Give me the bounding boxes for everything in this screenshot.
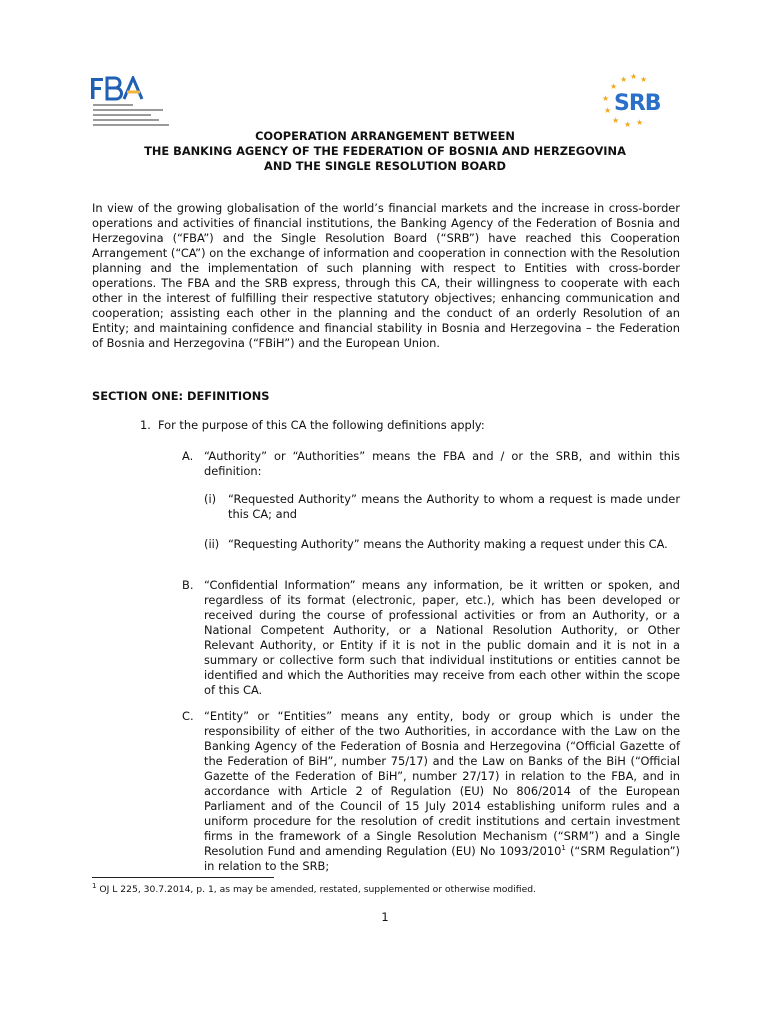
- fba-logo-mark: [90, 76, 150, 102]
- svg-text:★: ★: [624, 120, 632, 128]
- svg-text:★: ★: [610, 82, 618, 91]
- svg-text:★: ★: [636, 118, 644, 127]
- section-heading: SECTION ONE: DEFINITIONS: [92, 389, 270, 403]
- svg-text:★: ★: [602, 94, 610, 103]
- definition-i-label: (i): [204, 492, 217, 506]
- svg-text:★: ★: [640, 75, 648, 84]
- title-line-2: THE BANKING AGENCY OF THE FEDERATION OF BOSNIA AND HERZEGOVINA: [144, 144, 626, 158]
- title-line-3: AND THE SINGLE RESOLUTION BOARD: [264, 159, 506, 173]
- definition-c-text: [204, 709, 680, 874]
- svg-text:★: ★: [612, 116, 620, 125]
- definition-c-text-after: (“SRM Regulation”) in relation to the SRB;: [204, 844, 680, 873]
- footnote-text: OJ L 225, 30.7.2014, p. 1, as may be amended, restated, supplemented or otherwise modified.: [96, 884, 536, 895]
- definition-i-text: “Requested Authority” means the Authority to whom a request is made under this CA; and: [228, 492, 680, 521]
- document-title: [95, 129, 675, 174]
- definition-b-text: “Confidential Information” means any information, be it written or spoken, and regardless of its format (electronic, paper, etc.), which has been developed or received during the course of professional activities or from an Authority, or a National Competent Authority, or a National Resolution Authority, or Other Relevant Authority, or Entity if it is not in the public domain and it is not in a summary or collective form such that individual institutions or entities cannot be identified and which the Authorities may receive from each other within the scope of this CA.: [204, 578, 680, 697]
- definition-a-label: A.: [182, 449, 194, 463]
- item-1-number: 1.: [140, 418, 151, 432]
- definition-b-label: B.: [182, 578, 194, 592]
- footnote: [92, 881, 536, 896]
- definition-a-text: “Authority” or “Authorities” means the FBA and / or the SRB, and within this definition:: [204, 449, 680, 478]
- svg-text:★: ★: [604, 106, 612, 115]
- footnote-divider: [92, 877, 274, 878]
- svg-text:★: ★: [620, 75, 628, 84]
- footnote-number: 1: [92, 881, 97, 890]
- footnote-reference[interactable]: 1: [561, 844, 566, 853]
- title-line-1: COOPERATION ARRANGEMENT BETWEEN: [255, 129, 515, 143]
- fba-logo-subtitle: [93, 104, 171, 129]
- fba-logo: [90, 76, 170, 134]
- item-1-text: For the purpose of this CA the following definitions apply:: [158, 418, 485, 432]
- intro-paragraph: In view of the growing globalisation of the world’s financial markets and the increase in cross-border operations and activities of financial institutions, the Banking Agency of the Federation of Bosnia and Herzegovina (“FBA”) and the Single Resolution Board (“SRB”) have reached this Cooperation Arrangement (“CA”) on the exchange of information and cooperation in connection with the Resolution planning and the implementation of such planning with respect to Entities with cross-border operations. The FBA and the SRB express, through this CA, their willingness to cooperate with each other in the interest of fulfilling their respective statutory objectives; enhancing communication and cooperation; assisting each other in the planning and the conduct of an orderly Resolution of an Entity; and maintaining confidence and financial stability in Bosnia and Herzegovina – the Federation of Bosnia and Herzegovina (“FBiH”) and the European Union.: [92, 201, 680, 350]
- definition-c-text-before: “Entity” or “Entities” means any entity, body or group which is under the responsibility of either of the two Authorities, in accordance with the Law on the Banking Agency of the Federation of Bosnia and Herzegovina (“Official Gazette of the Federation of BiH”, number 75/17) and the Law on Banks of the BiH (“Official Gazette of the Federation of BiH”, number 27/17) in relation to the FBA, and in accordance with Article 2 of Regulation (EU) No 806/2014 of the European Parliament and of the Council of 15 July 2014 establishing uniform rules and a uniform procedure for the resolution of credit institutions and certain investment firms in the framework of a Single Resolution Mechanism (“SRM”) and a Single Resolution Fund and amending Regulation (EU) No 1093/2010: [204, 709, 680, 858]
- definition-ii-label: (ii): [204, 537, 220, 551]
- definition-c-label: C.: [182, 709, 194, 723]
- svg-text:SRB: SRB: [614, 91, 661, 116]
- srb-logo-mark: [598, 72, 678, 128]
- page-number: 1: [381, 910, 389, 924]
- definition-ii-text: “Requesting Authority” means the Authority making a request under this CA.: [228, 537, 668, 551]
- srb-logo: [598, 72, 678, 128]
- svg-text:★: ★: [630, 72, 638, 81]
